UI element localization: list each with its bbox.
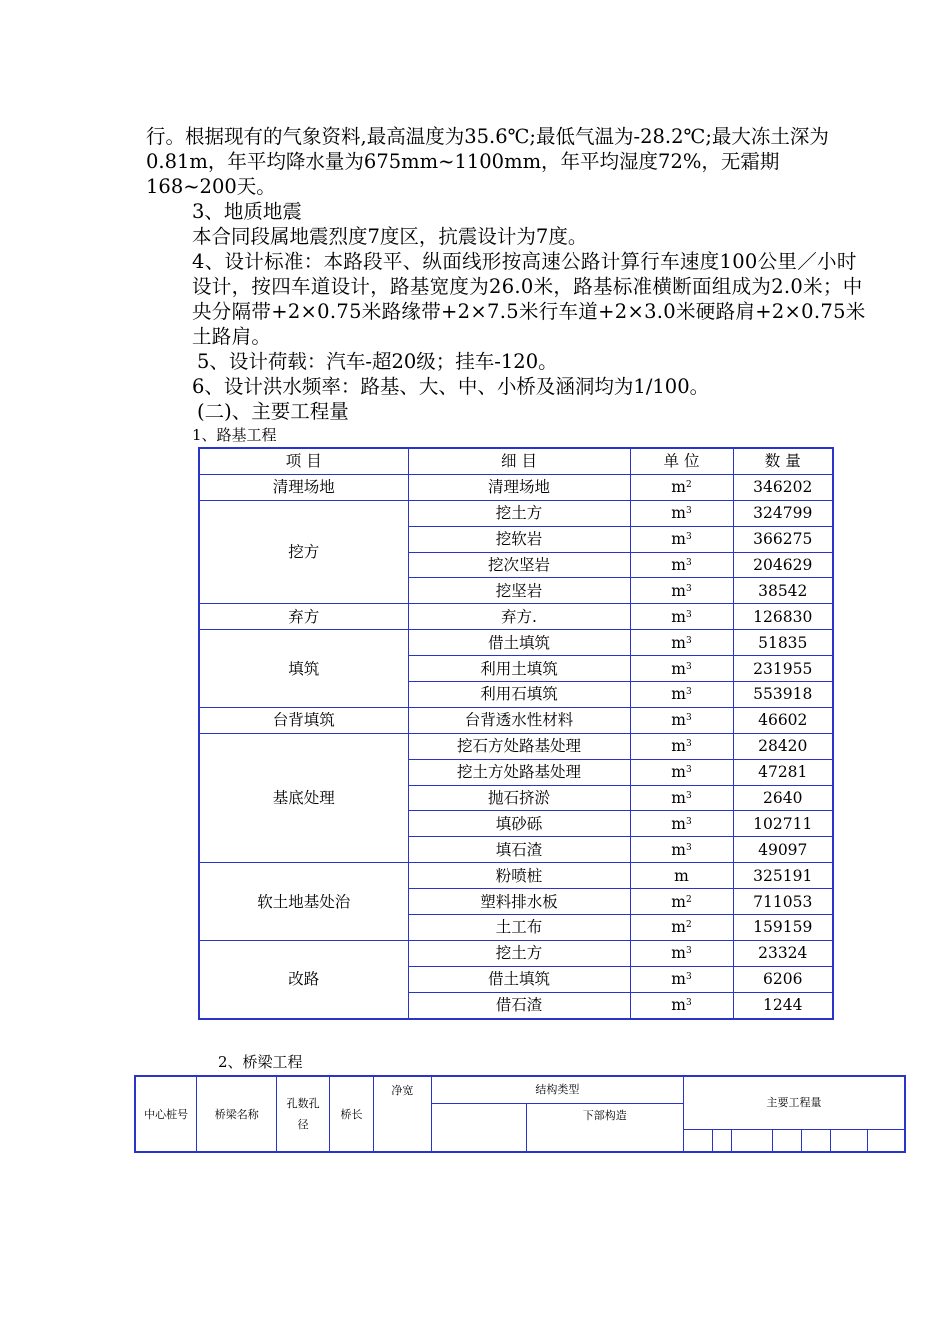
unit-cell [630, 940, 733, 966]
unit-exponent: 3 [685, 609, 692, 620]
unit-text: m [671, 685, 686, 704]
unit-text: m [671, 918, 686, 937]
quantity-cell: 553918 [733, 682, 833, 708]
quantity-cell [712, 1129, 731, 1152]
detail-cell: 挖次坚岩 [408, 552, 630, 578]
design-standard-paragraph: 4、设计标准：本路段平、纵面线形按高速公路计算行车速度100公里／小时设计，按四车道设计，路基宽度为26.0米，路基标准横断面组成为2.0米；中央分隔带+2×0.75米路缘带+2×7.5米行车道+2×3.0米硬路肩+2×0.75米土路肩。 [192, 250, 866, 348]
item-name-cell: 挖方 [199, 500, 408, 604]
section-geology-heading: 3、地质地震 [192, 200, 302, 223]
quantity-cell: 47281 [733, 759, 833, 785]
item-name-cell: 改路 [199, 940, 408, 1018]
quantity-cell [772, 1129, 801, 1152]
item-name-cell: 基底处理 [199, 733, 408, 862]
quantity-cell: 346202 [733, 474, 833, 500]
item-name-cell: 台背填筑 [199, 707, 408, 733]
unit-cell [630, 474, 733, 500]
quantity-cell: 46602 [733, 707, 833, 733]
unit-exponent: 3 [685, 583, 692, 594]
clear-width-header: 净宽 [373, 1076, 431, 1152]
item-name-cell: 清理场地 [199, 474, 408, 500]
quantity-cell [868, 1129, 905, 1152]
unit-text: m [671, 556, 686, 574]
quantity-cell [731, 1129, 772, 1152]
unit-text: m [671, 607, 686, 626]
quantity-cell: 38542 [733, 578, 833, 604]
unit-cell [630, 552, 733, 578]
detail-cell: 弃方. [408, 604, 630, 630]
unit-text: m [671, 789, 686, 808]
span-holes-line2: 径 [297, 1118, 309, 1131]
quantity-cell [684, 1129, 713, 1152]
detail-cell: 抛石挤淤 [408, 785, 630, 811]
quantity-cell: 204629 [733, 552, 833, 578]
table-row [199, 500, 833, 526]
unit-exponent: 3 [685, 635, 692, 646]
table-row [199, 733, 833, 759]
unit-cell [630, 837, 733, 863]
detail-cell: 粉喷桩 [408, 863, 630, 889]
unit-text: m [671, 892, 686, 911]
item-name-cell: 填筑 [199, 630, 408, 708]
unit-cell [630, 863, 733, 889]
unit-exponent: 3 [685, 972, 692, 983]
unit-text: m [671, 996, 686, 1015]
unit-cell [630, 578, 733, 604]
bridge-name-header: 桥梁名称 [197, 1076, 277, 1152]
unit-text: m [671, 530, 686, 549]
unit-text: m [671, 814, 686, 833]
column-header: 项 目 [199, 448, 408, 474]
detail-cell: 挖石方处路基处理 [408, 733, 630, 759]
unit-cell [630, 759, 733, 785]
unit-exponent: 3 [685, 687, 692, 698]
quantity-cell: 2640 [733, 785, 833, 811]
unit-cell [630, 500, 733, 526]
detail-cell: 台背透水性材料 [408, 707, 630, 733]
detail-cell: 塑料排水板 [408, 889, 630, 915]
unit-cell [630, 526, 733, 552]
unit-exponent: 3 [685, 713, 692, 724]
unit-text: m [671, 504, 686, 523]
detail-cell: 挖软岩 [408, 526, 630, 552]
detail-cell: 挖土方 [408, 940, 630, 966]
flood-frequency-paragraph: 6、设计洪水频率：路基、大、中、小桥及涵洞均为1/100。 [192, 375, 710, 398]
table-row [199, 863, 833, 889]
quantity-cell: 324799 [733, 500, 833, 526]
unit-exponent: 3 [685, 661, 692, 672]
detail-cell: 借土填筑 [408, 966, 630, 992]
unit-cell [630, 656, 733, 682]
quantity-cell: 23324 [733, 940, 833, 966]
superstructure-cell [431, 1103, 526, 1152]
quantity-cell: 159159 [733, 915, 833, 941]
roadbed-table-caption: 1、路基工程 [192, 426, 277, 444]
unit-exponent: 2 [685, 920, 692, 931]
unit-text: m [671, 944, 686, 963]
detail-cell: 土工布 [408, 915, 630, 941]
unit-text: m [671, 633, 686, 652]
table-row [199, 630, 833, 656]
main-quantities-header: 主要工程量 [684, 1076, 905, 1129]
detail-cell: 挖坚岩 [408, 578, 630, 604]
column-header: 数 量 [733, 448, 833, 474]
main-quantities-heading: (二)、主要工程量 [197, 400, 349, 423]
unit-exponent: 2 [685, 894, 692, 905]
unit-text: m [671, 763, 686, 782]
column-header: 细 目 [408, 448, 630, 474]
detail-cell: 清理场地 [408, 474, 630, 500]
unit-cell [630, 682, 733, 708]
quantity-cell: 6206 [733, 966, 833, 992]
substructure-header: 下部构造 [526, 1103, 684, 1152]
unit-exponent: 3 [685, 998, 692, 1009]
quantity-cell [830, 1129, 868, 1152]
climate-paragraph: 行。根据现有的气象资料,最高温度为35.6℃;最低气温为-28.2℃;最大冻土深为0.81m，年平均降水量为675mm~1100mm，年平均湿度72%，无霜期168~200天。 [146, 125, 829, 198]
quantity-cell: 366275 [733, 526, 833, 552]
unit-exponent: 3 [685, 765, 692, 776]
unit-text: m [671, 840, 686, 859]
detail-cell: 填砂砾 [408, 811, 630, 837]
detail-cell: 挖土方处路基处理 [408, 759, 630, 785]
unit-exponent: 3 [685, 791, 692, 802]
quantity-cell: 1244 [733, 992, 833, 1018]
unit-exponent: 3 [685, 946, 692, 957]
quantity-cell: 325191 [733, 863, 833, 889]
unit-cell [630, 915, 733, 941]
quantity-cell: 51835 [733, 630, 833, 656]
unit-exponent: 3 [685, 506, 692, 517]
detail-cell: 填石渣 [408, 837, 630, 863]
bridge-works-table [134, 1075, 906, 1153]
column-header: 单 位 [630, 448, 733, 474]
quantity-cell: 231955 [733, 656, 833, 682]
unit-cell [630, 889, 733, 915]
table-header-row [199, 448, 833, 474]
unit-text: m [671, 970, 686, 989]
span-holes-header [277, 1076, 330, 1152]
unit-exponent: 3 [685, 842, 692, 853]
unit-exponent: 2 [685, 480, 692, 491]
table-row [199, 604, 833, 630]
unit-text: m [671, 581, 686, 600]
bridge-length-header: 桥长 [330, 1076, 374, 1152]
center-pile-header: 中心桩号 [135, 1076, 197, 1152]
table-row [199, 474, 833, 500]
detail-cell: 利用土填筑 [408, 656, 630, 682]
unit-cell [630, 733, 733, 759]
table-row [199, 707, 833, 733]
quantity-cell: 28420 [733, 733, 833, 759]
unit-exponent: 3 [685, 558, 692, 568]
unit-text: m [674, 866, 689, 885]
unit-text: m [671, 478, 686, 497]
table-row [199, 940, 833, 966]
seismic-paragraph: 本合同段属地震烈度7度区，抗震设计为7度。 [192, 225, 588, 248]
unit-exponent: 3 [685, 739, 692, 750]
item-name-cell: 软土地基处治 [199, 863, 408, 941]
quantity-cell: 711053 [733, 889, 833, 915]
unit-cell [630, 707, 733, 733]
detail-cell: 利用石填筑 [408, 682, 630, 708]
unit-cell [630, 604, 733, 630]
roadbed-quantities-table [198, 447, 834, 1020]
unit-cell [630, 785, 733, 811]
quantity-cell [801, 1129, 830, 1152]
unit-cell [630, 630, 733, 656]
design-load-paragraph: 5、设计荷载：汽车-超20级；挂车-120。 [197, 350, 558, 373]
unit-text: m [671, 659, 686, 678]
unit-text: m [671, 737, 686, 756]
item-name-cell: 弃方 [199, 604, 408, 630]
unit-cell [630, 992, 733, 1018]
detail-cell: 挖土方 [408, 500, 630, 526]
bridge-table-caption: 2、桥梁工程 [218, 1053, 303, 1071]
detail-cell: 借土填筑 [408, 630, 630, 656]
quantity-cell: 49097 [733, 837, 833, 863]
quantity-cell: 102711 [733, 811, 833, 837]
unit-cell [630, 811, 733, 837]
unit-exponent: 3 [685, 532, 692, 543]
detail-cell: 借石渣 [408, 992, 630, 1018]
span-holes-line1: 孔数孔 [286, 1097, 320, 1110]
structure-type-header: 结构类型 [431, 1076, 683, 1103]
unit-cell [630, 966, 733, 992]
unit-text: m [671, 711, 686, 730]
unit-exponent: 3 [685, 816, 692, 827]
quantity-cell: 126830 [733, 604, 833, 630]
